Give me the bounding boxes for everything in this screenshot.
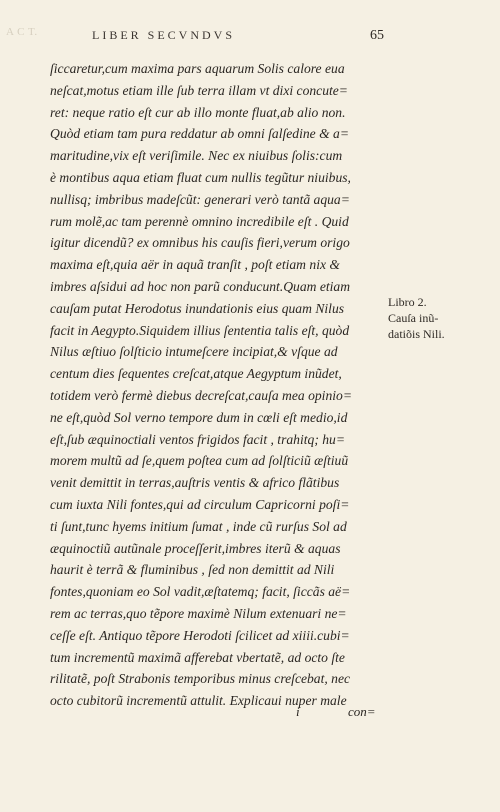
text-line: è montibus aqua etiam fluat cum nullis tegũtur niuibus, bbox=[50, 169, 351, 185]
text-line: ne eſt,quòd Sol verno tempore dum in cœli eſt medio,id bbox=[50, 409, 348, 425]
text-line: centum dies ſequentes creſcat,atque Aegyptum inũdet, bbox=[50, 366, 342, 382]
text-line: totidem verò fermè diebus decreſcat,cauſa mea opinio= bbox=[50, 387, 352, 403]
bleed-through-text: A C T. bbox=[6, 26, 38, 38]
text-line: cauſam putat Herodotus inundationis eius quam Nilus bbox=[50, 300, 345, 316]
text-line: æquinoctiũ autũnale proceſſerit,imbres iterũ & aquas bbox=[50, 540, 341, 556]
text-line: eſt,ſub æquinoctiali ventos frigidos facit , trahitq; hu= bbox=[50, 431, 346, 447]
text-line: Quòd etiam tam pura reddatur ab omni ſalſedine & a= bbox=[50, 126, 350, 142]
text-line: facit in Aegypto.Siquidem illius ſententia talis eſt, quòd bbox=[50, 322, 350, 338]
catchword: con= bbox=[348, 704, 376, 719]
text-line: maxima eſt,quia aër in aquã tranſit , poſt etiam nix & bbox=[50, 257, 340, 273]
running-title: LIBER SECVNDVS bbox=[92, 28, 236, 42]
page-number: 65 bbox=[370, 28, 384, 43]
text-line: fontes,quoniam eo Sol vadit,æſtatemq; facit, ſiccãs aë= bbox=[50, 584, 351, 600]
text-line: igitur dicendũ? ex omnibus his cauſis fieri,verum origo bbox=[50, 235, 350, 251]
margin-note-line: datiõis Nili. bbox=[388, 327, 445, 341]
text-line: rem ac terras,quo tẽpore maximè Nilum extenuari ne= bbox=[50, 605, 347, 621]
signature-mark: i bbox=[296, 704, 300, 719]
text-line: ti ſunt,tunc hyems initium ſumat , inde cũ rurſus Sol ad bbox=[50, 518, 347, 534]
text-line: Nilus æſtiuo ſolſticio intumeſcere incipiat,& vſque ad bbox=[50, 344, 338, 360]
text-line: rum molẽ,ac tam perennè omnino incredibile eſt . Quid bbox=[50, 213, 349, 229]
text-line: haurit è terrã & fluminibus , ſed non demittit ad Nili bbox=[50, 562, 335, 578]
margin-note bbox=[388, 294, 488, 342]
text-line: morem multũ ad ſe,quem poſtea cum ad ſolſticiũ æſtiuũ bbox=[50, 453, 349, 469]
text-line: ceſſe eſt. Antiquo tẽpore Herodoti ſcilicet ad xiiii.cubi= bbox=[50, 627, 350, 643]
margin-note-line: Cauſa inũ- bbox=[388, 311, 439, 325]
text-line: octo cubitorũ incrementũ attulit. Explicaui nuper male bbox=[50, 693, 347, 709]
text-line: venit demittit in terras,auſtris ventis & africo flãtibus bbox=[50, 475, 340, 491]
text-line: imbres aſsidui ad hoc non parũ conducunt.Quam etiam bbox=[50, 278, 351, 294]
text-line: nullisq; imbribus madeſcũt: generari verò tantã aqua= bbox=[50, 191, 350, 207]
text-line: maritudine,vix eſt veriſimile. Nec ex niuibus ſolis:cum bbox=[50, 148, 343, 164]
text-line: ſiccaretur,cum maxima pars aquarum Solis calore eua bbox=[50, 61, 345, 76]
body-text-block bbox=[50, 58, 380, 712]
text-line: tum incrementũ maximã afferebat vbertatẽ, ad octo ſte bbox=[50, 649, 345, 665]
text-line: neſcat,motus etiam ille ſub terra illam vt dixi concute= bbox=[50, 82, 348, 98]
margin-note-line: Libro 2. bbox=[388, 295, 427, 309]
text-line: ret: neque ratio eſt cur ab illo monte fluat,ab alio non. bbox=[50, 104, 346, 120]
text-line: cum iuxta Nili fontes,qui ad circulum Capricorni poſi= bbox=[50, 496, 350, 512]
text-line: rilitatẽ, poſt Strabonis temporibus minus creſcebat, nec bbox=[50, 671, 351, 687]
